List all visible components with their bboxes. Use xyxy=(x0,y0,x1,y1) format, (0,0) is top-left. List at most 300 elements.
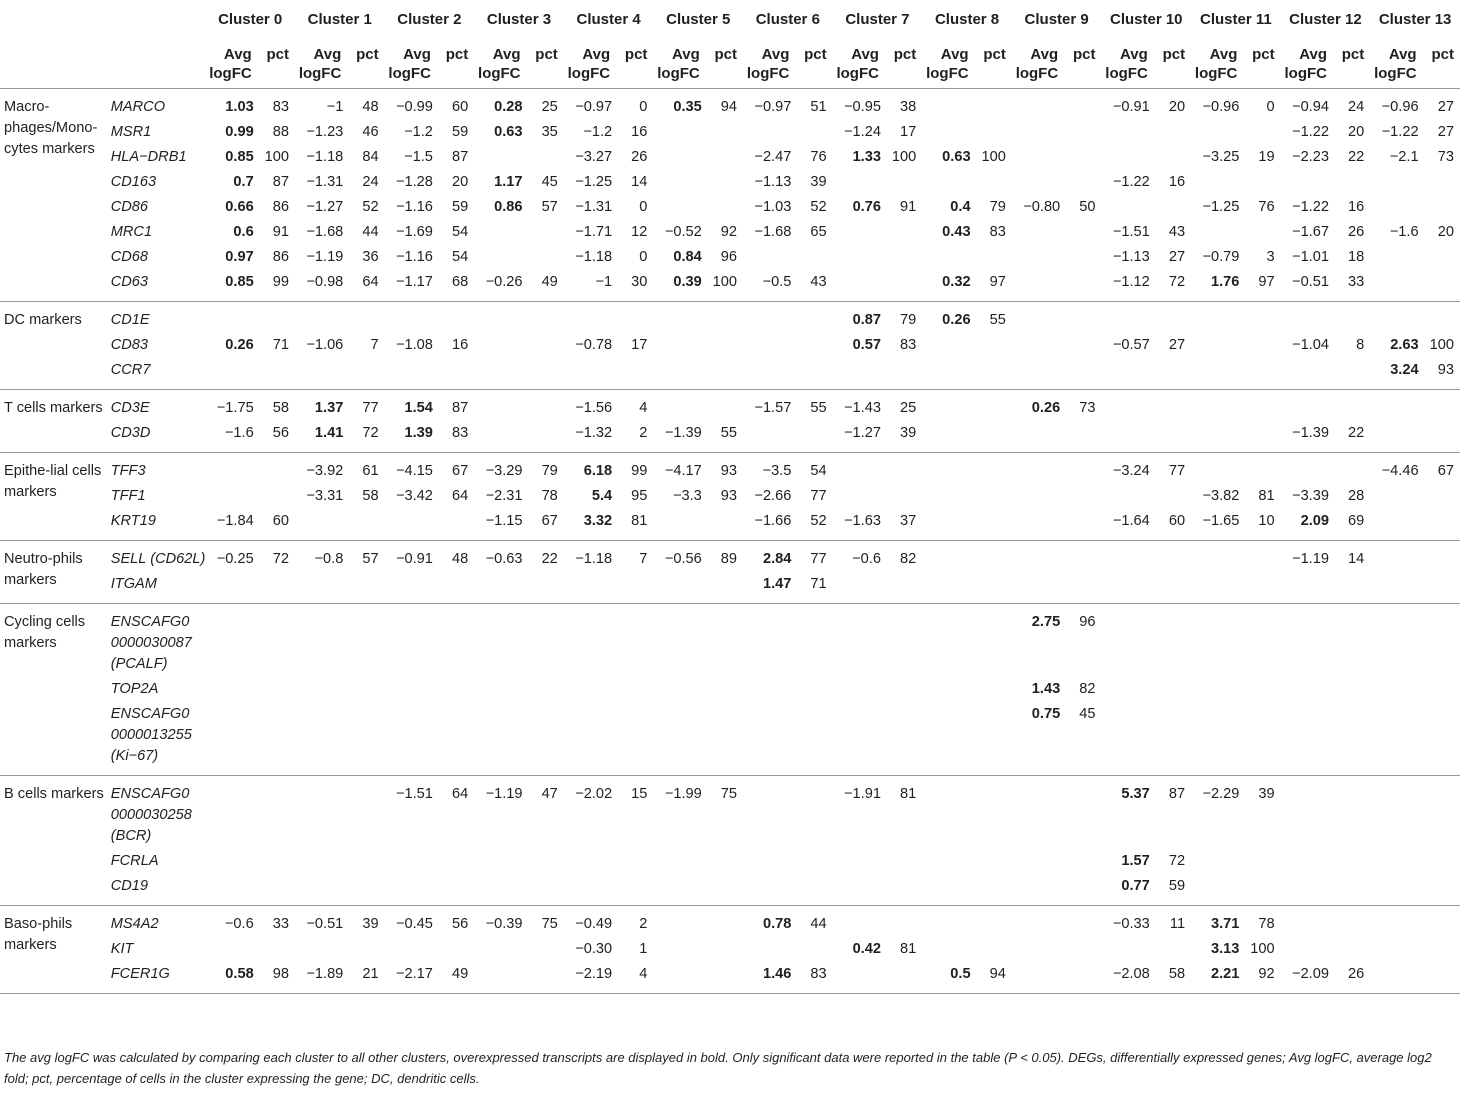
pct-cell: 61 xyxy=(362,463,379,479)
gene-name: KIT xyxy=(110,941,134,957)
avg-logfc-header: Avg logFC xyxy=(478,46,521,82)
avg-logfc-cell xyxy=(922,453,974,485)
avg-logfc-cell xyxy=(205,89,257,121)
overexpressed-value: 0.28 xyxy=(494,99,523,115)
avg-logfc-cell: −0.98 xyxy=(306,274,344,290)
avg-logfc-cell xyxy=(474,245,526,270)
pct-cell: 49 xyxy=(451,966,469,982)
avg-logfc-cell xyxy=(385,572,437,604)
avg-logfc-cell: −1.64 xyxy=(1112,513,1150,529)
avg-logfc-cell xyxy=(833,484,885,509)
avg-logfc-cell: −1.6 xyxy=(224,425,254,441)
avg-logfc-cell xyxy=(1191,220,1243,245)
pct-cell: 76 xyxy=(1258,199,1275,215)
pct-header: pct xyxy=(1341,46,1365,63)
pct-cell: 26 xyxy=(631,149,648,165)
overexpressed-value: 2.75 xyxy=(1031,614,1061,630)
avg-logfc-cell xyxy=(833,358,885,390)
pct-cell: 77 xyxy=(810,488,827,504)
avg-logfc-cell xyxy=(1012,962,1064,994)
avg-logfc-cell: −1.01 xyxy=(1292,249,1329,265)
avg-logfc-cell xyxy=(922,541,974,573)
avg-logfc-cell xyxy=(922,270,974,302)
pct-cell xyxy=(616,604,653,678)
pct-cell xyxy=(1333,937,1370,962)
avg-logfc-cell: −1 xyxy=(595,274,613,290)
pct-cell: 60 xyxy=(272,513,289,529)
overexpressed-value: 5.4 xyxy=(591,488,613,504)
pct-cell: 22 xyxy=(1348,425,1365,441)
pct-cell: 0 xyxy=(639,99,648,115)
avg-logfc-cell xyxy=(653,509,705,541)
pct-cell xyxy=(706,333,743,358)
avg-logfc-cell xyxy=(474,89,526,121)
table-footnote: The avg logFC was calculated by comparing each cluster to all other clusters, overexpressed transcripts are displayed in bold. Only significant data were reported in the table (P < 0.05). DEGs, differentially expressed genes; Avg logFC, average log2 fold; pct, percentage of cells in the cluster expressing the gene; DC, dendritic cells. xyxy=(4,1050,1432,1086)
avg-logfc-cell xyxy=(1191,906,1243,938)
pct-cell xyxy=(437,677,474,702)
pct-cell xyxy=(885,245,922,270)
avg-logfc-cell xyxy=(653,874,705,906)
overexpressed-value: 1.57 xyxy=(1121,853,1150,869)
pct-header: pct xyxy=(1162,46,1186,63)
pct-cell: 17 xyxy=(900,124,917,140)
pct-cell xyxy=(1154,937,1191,962)
pct-cell xyxy=(975,874,1012,906)
avg-logfc-cell: −0.51 xyxy=(306,916,344,932)
avg-logfc-cell xyxy=(1281,604,1333,678)
avg-logfc-cell: −0.78 xyxy=(575,337,613,353)
avg-logfc-cell: −1.17 xyxy=(395,274,433,290)
pct-cell: 79 xyxy=(541,463,558,479)
avg-logfc-cell xyxy=(922,89,974,121)
avg-logfc-cell xyxy=(1101,541,1153,573)
pct-cell: 0 xyxy=(639,199,648,215)
pct-cell: 15 xyxy=(631,786,648,802)
pct-cell: 18 xyxy=(1348,249,1365,265)
gene-name: MRC1 xyxy=(110,224,153,240)
pct-cell: 55 xyxy=(989,312,1006,328)
pct-cell: 92 xyxy=(1258,966,1275,982)
overexpressed-value: 1.41 xyxy=(314,425,344,441)
avg-logfc-cell xyxy=(653,390,705,422)
table-row xyxy=(0,572,1460,604)
pct-cell: 72 xyxy=(1168,853,1186,869)
pct-cell xyxy=(1333,170,1370,195)
pct-cell: 92 xyxy=(720,224,738,240)
header-blank xyxy=(0,41,205,89)
pct-cell xyxy=(437,604,474,678)
pct-cell: 100 xyxy=(981,149,1006,165)
cluster-header: Cluster 9 xyxy=(1024,11,1089,28)
table-row xyxy=(0,604,1460,678)
pct-cell xyxy=(1423,421,1460,453)
pct-cell xyxy=(706,906,743,938)
gene-name: CD83 xyxy=(110,337,149,353)
avg-logfc-cell: −2.1 xyxy=(1389,149,1419,165)
overexpressed-value: 0.86 xyxy=(494,199,523,215)
avg-logfc-cell xyxy=(1012,702,1064,776)
avg-logfc-cell: −3.25 xyxy=(1202,149,1240,165)
avg-logfc-cell xyxy=(205,484,257,509)
avg-logfc-cell xyxy=(653,849,705,874)
table-row xyxy=(0,145,1460,170)
pct-cell: 81 xyxy=(631,513,648,529)
avg-logfc-header: Avg logFC xyxy=(926,46,969,82)
pct-cell: 81 xyxy=(1258,488,1275,504)
avg-logfc-header: Avg logFC xyxy=(567,46,611,82)
pct-cell xyxy=(347,874,384,906)
pct-cell xyxy=(1243,572,1280,604)
pct-cell xyxy=(1333,874,1370,906)
avg-logfc-cell: −1.22 xyxy=(1292,124,1329,140)
avg-logfc-cell xyxy=(1370,874,1422,906)
pct-cell: 91 xyxy=(900,199,917,215)
avg-logfc-cell xyxy=(833,906,885,938)
pct-cell: 86 xyxy=(272,199,289,215)
group-label: Epithe-lial cells markers xyxy=(4,463,102,500)
overexpressed-value: 0.75 xyxy=(1031,706,1061,722)
avg-logfc-cell: −0.97 xyxy=(754,99,792,115)
pct-header: pct xyxy=(983,46,1006,63)
avg-logfc-cell: −1.69 xyxy=(395,224,433,240)
overexpressed-value: 0.26 xyxy=(942,312,971,328)
avg-logfc-cell xyxy=(385,677,437,702)
pct-cell: 58 xyxy=(362,488,379,504)
avg-logfc-cell xyxy=(205,702,257,776)
pct-cell xyxy=(795,120,832,145)
avg-logfc-cell xyxy=(922,245,974,270)
avg-logfc-cell xyxy=(474,220,526,245)
gene-name: CD3E xyxy=(110,400,150,416)
avg-logfc-cell: −4.15 xyxy=(395,463,433,479)
pct-cell xyxy=(795,849,832,874)
avg-logfc-cell xyxy=(205,120,257,145)
pct-cell: 1 xyxy=(639,941,648,957)
pct-cell: 30 xyxy=(631,274,648,290)
pct-cell xyxy=(1423,962,1460,994)
avg-logfc-cell xyxy=(1281,906,1333,938)
avg-logfc-cell xyxy=(385,509,437,541)
pct-cell xyxy=(795,245,832,270)
avg-logfc-cell xyxy=(922,421,974,453)
pct-cell: 52 xyxy=(362,199,379,215)
cluster-header: Cluster 0 xyxy=(218,11,283,28)
avg-logfc-cell xyxy=(1012,906,1064,938)
pct-cell xyxy=(1333,906,1370,938)
pct-cell xyxy=(1423,509,1460,541)
pct-cell: 56 xyxy=(272,425,289,441)
gene-name: FCER1G xyxy=(110,966,170,982)
avg-logfc-cell: −1.75 xyxy=(216,400,254,416)
avg-logfc-cell: −1.27 xyxy=(844,425,881,441)
pct-cell xyxy=(975,702,1012,776)
avg-logfc-cell xyxy=(295,604,347,678)
avg-logfc-header: Avg logFC xyxy=(1374,46,1417,82)
pct-cell: 79 xyxy=(989,199,1006,215)
gene-name: ENSCAFG0 0000013255 (Ki−67) xyxy=(110,706,192,764)
pct-cell: 83 xyxy=(900,337,917,353)
pct-cell xyxy=(1243,677,1280,702)
pct-cell: 14 xyxy=(1348,551,1365,567)
pct-cell xyxy=(616,572,653,604)
overexpressed-value: 0.42 xyxy=(852,941,881,957)
avg-logfc-cell xyxy=(922,509,974,541)
pct-cell: 27 xyxy=(1437,124,1454,140)
pct-cell xyxy=(1333,358,1370,390)
pct-cell xyxy=(527,220,564,245)
avg-logfc-cell xyxy=(1012,541,1064,573)
pct-cell xyxy=(975,484,1012,509)
table-row xyxy=(0,874,1460,906)
pct-cell: 100 xyxy=(891,149,917,165)
avg-logfc-cell xyxy=(1101,702,1153,776)
marker-group xyxy=(0,302,1460,390)
overexpressed-value: 1.39 xyxy=(404,425,433,441)
pct-cell: 7 xyxy=(370,337,379,353)
pct-cell xyxy=(975,677,1012,702)
pct-cell: 100 xyxy=(1250,941,1275,957)
avg-logfc-cell: −1.68 xyxy=(306,224,344,240)
avg-logfc-cell xyxy=(743,572,795,604)
pct-cell xyxy=(1064,962,1101,994)
avg-logfc-cell xyxy=(1281,702,1333,776)
avg-logfc-cell xyxy=(564,358,616,390)
pct-cell: 96 xyxy=(720,249,738,265)
cluster-header: Cluster 2 xyxy=(397,11,462,28)
avg-logfc-cell: −0.39 xyxy=(485,916,523,932)
avg-logfc-cell xyxy=(1191,702,1243,776)
cluster-header: Cluster 6 xyxy=(755,11,820,28)
pct-cell: 50 xyxy=(1079,199,1096,215)
avg-logfc-cell xyxy=(1370,302,1422,334)
table-row xyxy=(0,702,1460,776)
pct-header: pct xyxy=(266,46,289,63)
pct-cell xyxy=(975,509,1012,541)
pct-cell: 46 xyxy=(362,124,379,140)
pct-cell xyxy=(1333,849,1370,874)
pct-cell xyxy=(1423,170,1460,195)
avg-logfc-cell xyxy=(1370,677,1422,702)
pct-cell xyxy=(258,604,295,678)
avg-logfc-cell xyxy=(922,702,974,776)
avg-logfc-cell xyxy=(205,677,257,702)
avg-logfc-cell xyxy=(1191,120,1243,145)
gene-name: MS4A2 xyxy=(110,916,159,932)
pct-cell: 64 xyxy=(451,786,469,802)
avg-logfc-cell: −0.45 xyxy=(395,916,433,932)
pct-cell: 33 xyxy=(272,916,289,932)
avg-logfc-cell: −1.51 xyxy=(395,786,433,802)
pct-cell xyxy=(706,849,743,874)
avg-logfc-header: Avg logFC xyxy=(388,46,431,82)
avg-logfc-cell xyxy=(922,849,974,874)
pct-cell xyxy=(258,702,295,776)
avg-logfc-cell xyxy=(833,874,885,906)
avg-logfc-cell: −3.42 xyxy=(395,488,433,504)
pct-cell: 59 xyxy=(1168,878,1186,894)
pct-cell xyxy=(258,874,295,906)
avg-logfc-cell xyxy=(1101,677,1153,702)
pct-cell: 26 xyxy=(1348,966,1365,982)
pct-cell: 43 xyxy=(810,274,827,290)
avg-logfc-cell xyxy=(205,302,257,334)
pct-cell: 28 xyxy=(1348,488,1365,504)
pct-cell: 100 xyxy=(712,274,738,290)
avg-logfc-cell xyxy=(1101,776,1153,850)
avg-logfc-cell xyxy=(1191,270,1243,302)
pct-cell: 73 xyxy=(1079,400,1096,416)
pct-cell xyxy=(437,358,474,390)
avg-logfc-cell xyxy=(1012,89,1064,121)
pct-cell xyxy=(706,604,743,678)
pct-cell: 94 xyxy=(989,966,1006,982)
pct-cell: 79 xyxy=(900,312,917,328)
avg-logfc-cell xyxy=(205,572,257,604)
avg-logfc-cell xyxy=(1191,604,1243,678)
avg-logfc-cell: −2.31 xyxy=(485,488,523,504)
avg-logfc-cell: −0.80 xyxy=(1023,199,1061,215)
avg-logfc-cell xyxy=(1281,302,1333,334)
avg-logfc-cell: −1.57 xyxy=(754,400,792,416)
pct-cell xyxy=(616,849,653,874)
pct-cell: 22 xyxy=(1348,149,1365,165)
pct-cell: 2 xyxy=(639,425,648,441)
pct-cell: 81 xyxy=(900,941,917,957)
avg-logfc-cell: −0.33 xyxy=(1112,916,1150,932)
avg-logfc-cell xyxy=(743,604,795,678)
overexpressed-value: 0.58 xyxy=(225,966,254,982)
pct-cell xyxy=(1243,120,1280,145)
pct-cell: 26 xyxy=(1348,224,1365,240)
avg-logfc-cell: −1.03 xyxy=(754,199,792,215)
pct-cell: 72 xyxy=(1168,274,1186,290)
avg-logfc-cell xyxy=(205,604,257,678)
avg-logfc-cell xyxy=(1370,390,1422,422)
pct-cell: 35 xyxy=(541,124,558,140)
avg-logfc-cell xyxy=(922,170,974,195)
avg-logfc-cell: −0.95 xyxy=(844,99,881,115)
overexpressed-value: 0.84 xyxy=(673,249,702,265)
avg-logfc-cell xyxy=(922,677,974,702)
table-row xyxy=(0,453,1460,485)
avg-logfc-cell xyxy=(1012,270,1064,302)
pct-cell xyxy=(1243,702,1280,776)
gene-name: SELL (CD62L) xyxy=(110,551,206,567)
overexpressed-value: 1.76 xyxy=(1211,274,1240,290)
avg-logfc-cell xyxy=(1370,484,1422,509)
pct-cell: 93 xyxy=(720,463,738,479)
avg-logfc-cell xyxy=(1012,302,1064,334)
avg-logfc-cell xyxy=(1012,849,1064,874)
avg-logfc-cell: −0.91 xyxy=(1112,99,1150,115)
avg-logfc-cell xyxy=(1012,604,1064,678)
gene-name: MARCO xyxy=(110,99,166,115)
pct-cell xyxy=(1064,776,1101,850)
pct-cell xyxy=(975,89,1012,121)
pct-cell xyxy=(1064,874,1101,906)
pct-cell: 77 xyxy=(362,400,379,416)
avg-logfc-cell xyxy=(474,120,526,145)
pct-cell xyxy=(975,333,1012,358)
pct-cell: 22 xyxy=(541,551,558,567)
cluster-header: Cluster 8 xyxy=(934,11,1000,28)
pct-cell: 71 xyxy=(810,576,827,592)
avg-logfc-cell xyxy=(295,421,347,453)
pct-cell xyxy=(437,849,474,874)
avg-logfc-cell: −1.32 xyxy=(575,425,613,441)
pct-cell: 38 xyxy=(900,99,917,115)
avg-logfc-cell: −0.25 xyxy=(216,551,254,567)
pct-cell: 82 xyxy=(1079,681,1096,697)
pct-cell xyxy=(706,390,743,422)
avg-logfc-cell xyxy=(922,302,974,334)
avg-logfc-cell: −1.24 xyxy=(844,124,881,140)
avg-logfc-cell xyxy=(743,937,795,962)
avg-logfc-cell xyxy=(474,677,526,702)
avg-logfc-cell: −3.31 xyxy=(306,488,344,504)
marker-group xyxy=(0,390,1460,453)
avg-logfc-cell xyxy=(833,677,885,702)
avg-logfc-cell: −3.92 xyxy=(306,463,344,479)
pct-cell xyxy=(706,702,743,776)
pct-cell: 97 xyxy=(1258,274,1275,290)
pct-cell xyxy=(1064,541,1101,573)
pct-cell: 73 xyxy=(1437,149,1454,165)
pct-cell: 16 xyxy=(451,337,469,353)
pct-cell: 75 xyxy=(720,786,738,802)
pct-cell xyxy=(347,302,384,334)
avg-logfc-cell: −0.26 xyxy=(485,274,523,290)
pct-cell xyxy=(1423,677,1460,702)
avg-logfc-cell xyxy=(474,962,526,994)
avg-logfc-cell: −1.22 xyxy=(1381,124,1419,140)
avg-logfc-cell xyxy=(1191,541,1243,573)
pct-cell: 96 xyxy=(1079,614,1096,630)
pct-header: pct xyxy=(624,46,648,63)
avg-logfc-cell xyxy=(1101,604,1153,678)
group-label: B cells markers xyxy=(4,786,104,802)
avg-logfc-cell xyxy=(205,270,257,302)
avg-logfc-cell xyxy=(1012,245,1064,270)
avg-logfc-cell xyxy=(385,421,437,453)
pct-cell xyxy=(1064,333,1101,358)
avg-logfc-cell xyxy=(385,302,437,334)
pct-cell xyxy=(975,170,1012,195)
avg-logfc-cell xyxy=(743,874,795,906)
pct-cell xyxy=(1154,358,1191,390)
pct-cell: 7 xyxy=(639,551,648,567)
pct-cell: 91 xyxy=(272,224,289,240)
pct-cell: 43 xyxy=(1168,224,1186,240)
pct-cell xyxy=(347,702,384,776)
overexpressed-value: 3.71 xyxy=(1211,916,1240,932)
avg-logfc-cell xyxy=(1012,120,1064,145)
avg-logfc-cell xyxy=(1191,937,1243,962)
avg-logfc-cell xyxy=(1281,453,1333,485)
avg-logfc-cell xyxy=(295,702,347,776)
overexpressed-value: 0.85 xyxy=(225,274,254,290)
overexpressed-value: 3.13 xyxy=(1211,941,1240,957)
pct-cell: 11 xyxy=(1169,916,1186,932)
pct-cell: 83 xyxy=(451,425,469,441)
avg-logfc-cell xyxy=(653,937,705,962)
pct-cell: 47 xyxy=(541,786,558,802)
avg-logfc-cell xyxy=(1370,333,1422,358)
pct-cell xyxy=(527,677,564,702)
overexpressed-value: 0.26 xyxy=(225,337,254,353)
avg-logfc-cell xyxy=(1101,484,1153,509)
avg-logfc-cell: −0.96 xyxy=(1202,99,1240,115)
